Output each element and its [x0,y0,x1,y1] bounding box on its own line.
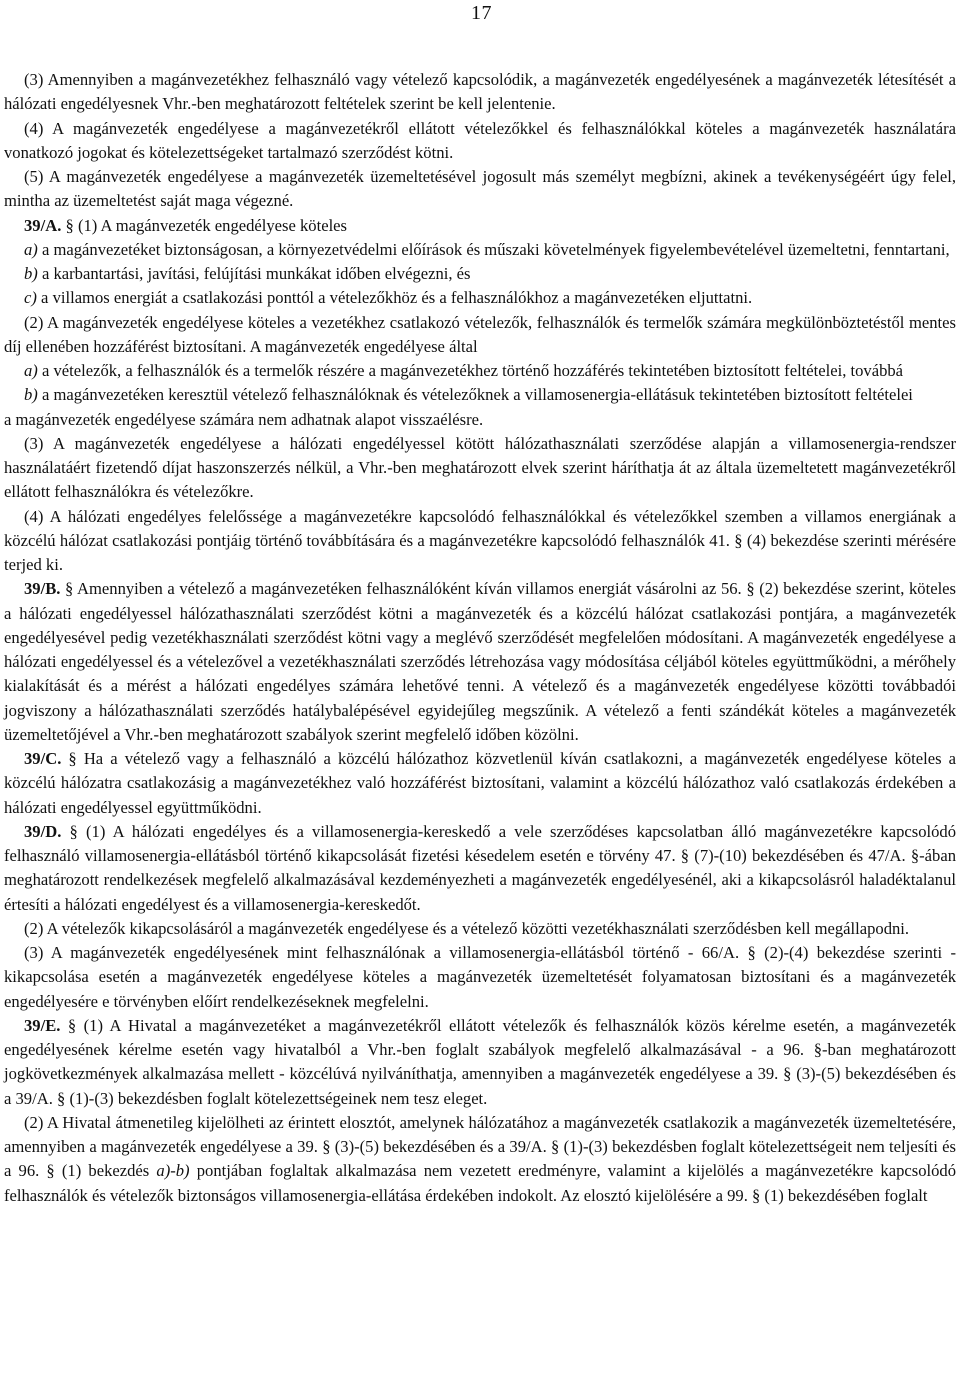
list-marker: b) [24,264,38,283]
paragraph [4,311,956,360]
list-marker: a)-b) [156,1161,190,1181]
paragraph-text: a karbantartási, javítási, felújítási munkákat időben elvégezni, és [37,264,471,283]
paragraph-text: (3) A magánvezeték engedélyese a hálózati engedélyessel kötött hálózathasználati szerződése alapján a villamosenergia-rendszer használatáért fizetendő díjat haszonszerzés nélkül, a Vhr.-ben meghatározott elvek szerint háríthatja át az általa üzemeltetett magánvezetékről ellátott felhasználókra és vételezőkre. [4,433,956,502]
section-number: 39/B. [24,579,61,599]
paragraph-text: § (1) A hálózati engedélyes és a villamosenergia-kereskedő a vele szerződéses kapcsolatban álló magánvezetékre kapcsolódó felhasználó villamosenergia-ellátásból történő kikapcsolását fizetési késedelem esetén e törvény 47. § (7)-(10) bekezdésében és 47/A. §-ában meghatározott rendelkezések megfelelő alkalmazásával kezdeményezheti a magánvezeték engedélyesénél, aki a kikapcsolásról haladéktalanul értesíti a hálózati engedélyest és a villamosenergia-kereskedőt. [4,821,956,914]
paragraph [4,262,956,286]
paragraph [4,383,956,407]
paragraph-text: (3) Amennyiben a magánvezetékhez felhasználó vagy vételező kapcsolódik, a magánvezeték engedélyesének a magánvezeték létesítését a hálózati engedélyesnek Vhr.-ben meghatározott feltételek szerint be kell jelentenie. [4,70,956,114]
list-marker: a) [24,361,38,380]
paragraph-text: a vételezők, a felhasználók és a termelők részére a magánvezetékhez történő hozzáférés tekintetében biztosított feltételei, továbbá [37,361,904,380]
paragraph-text: (2) A Hivatal átmenetileg kijelölheti az érintett elosztót, amelynek hálózatához a magánvezeték csatlakozik a magánvezeték üzemeltetésére, amennyiben a magánvezeték engedélyese a 39. § (3)-(5) bekezdésében és a 39/A. § (1)-(3) bekezdésben foglalt kötelezettségeit nem teljesíti és a 96. § (1) bekezdés [4,1112,956,1181]
page-number: 17 [471,2,492,24]
paragraph [4,117,956,166]
list-marker: c) [24,288,37,308]
section-number: 39/C. [24,749,62,768]
paragraph-text: § (1) A magánvezeték engedélyese köteles [61,215,348,235]
section-number: 39/D. [24,821,62,841]
paragraph [4,917,956,941]
paragraph [4,747,956,820]
paragraph-text: § Ha a vételező vagy a felhasználó a közcélú hálózathoz közvetlenül kíván csatlakozni, a magánvezeték engedélyese köteles a közcélú hálózatra csatlakozásig a magánvezetékhez való hozzáférést biztosítani, valamint a közcélú hálózathoz való csatlakozás érdekében a hálózati engedélyessel együttműködni. [4,749,956,817]
paragraph-text: § (1) A Hivatal a magánvezetéket a magánvezetékről ellátott vételezők és felhasználók közös kérelme esetén, a magánvezeték engedélyesének kérelme esetén vagy hivatalból a Vhr.-ben foglalt szabályok megfelelő alkalmazásával - a 96. §-ban meghatározott jogkövetkezmények alkalmazása mellett - közcélúvá nyilváníthatja, amennyiben a magánvezeték engedélyese a 39. § (3)-(5) bekezdésében és a 39/A. § (1)-(3) bekezdésben foglalt kötelezettségeinek nem tesz eleget. [4,1015,956,1108]
paragraph-text: (2) A vételezők kikapcsolásáról a magánvezeték engedélyese és a vételező közötti vezetékhasználati szerződésben kell megállapodni. [24,918,910,938]
paragraph-text: a magánvezetéket biztonságosan, a környezetvédelmi előírások és műszaki követelmények figyelembevételével üzemeltetni, fenntartani, [37,239,950,259]
paragraph [4,941,956,1014]
paragraph-text: (5) A magánvezeték engedélyese a magánvezeték üzemeltetésével jogosult más személyt megbízni, akinek a tevékenységéért úgy felel, mintha az üzemeltetést saját maga végezné. [4,167,956,211]
section-number: 39/E. [24,1015,61,1035]
paragraph [4,214,956,238]
paragraph-text: a magánvezeték engedélyese számára nem adhatnak alapot visszaélésre. [4,409,484,429]
paragraph [4,820,956,917]
paragraph [4,408,956,432]
paragraph-text: (3) A magánvezeték engedélyesének mint felhasználónak a villamosenergia-ellátásból történő - 66/A. § (2)-(4) bekezdése szerinti - kikapcsolása esetén a magánvezeték engedélyese köteles a magánvezeték üzemeltetését folyamatosan biztosítani és a magánvezeték engedélyesére e törvényben előírt rendelkezéseknek megfelelni. [4,943,956,1011]
paragraph-text: § Amennyiben a vételező a magánvezetéken felhasználóként kíván villamos energiát vásárolni az 56. § (2) bekezdése szerint, köteles a hálózati engedélyessel hálózathasználati szerződést kötni a magánvezeték és a közcélú hálózat csatlakozási pontjára, a magánvezeték engedélyesével pedig vezetékhasználati szerződést kötni vagy a meglévő szerződését megfelelően módosítani. A magánvezeték engedélyese a hálózati engedélyessel és a vételezővel a vezetékhasználati szerződés létrehozása vagy módosítása céljából köteles együttműködni, a mérőhely kialakítását és a mérést a hálózati engedélyes számára lehetővé tenni. A vételező és a magánvezeték engedélyese közötti továbbadói jogviszony a hálózathasználati szerződés hatálybalépésével egyidejűleg megszűnik. A vételező a fenti szándékát köteles a magánvezeték üzemeltetőjével a Vhr.-ben meghatározott szabályok szerint megfelelő időben közölni. [4,579,956,744]
paragraph [4,359,956,383]
paragraph [4,1111,956,1208]
paragraph [4,286,956,310]
paragraph [4,165,956,214]
paragraph [4,68,956,117]
paragraph-text: pontjában foglaltak alkalmazása nem vezetett eredményre, valamint a kijelölés a magánvezetékre kapcsolódó felhasználók és vételezők biztonságos villamosenergia-ellátása érdekében indokolt. Az elosztó kijelölésére a 99. § (1) bekezdésében foglalt [4,1161,957,1205]
paragraph [4,238,956,262]
paragraph [4,1014,956,1111]
paragraph-text: (4) A magánvezeték engedélyese a magánvezetékről ellátott vételezőkkel és felhasználókkal köteles a magánvezeték használatára vonatkozó jogokat és kötelezettségeket tartalmazó szerződést kötni. [4,118,956,162]
paragraph-text: a magánvezetéken keresztül vételező felhasználóknak és vételezőknek a villamosenergia-ellátásuk tekintetében biztosított feltételei [37,385,913,405]
list-marker: a) [24,239,38,259]
paragraph [4,505,956,578]
paragraph [4,577,956,747]
document-body [4,68,956,1208]
paragraph-text: a villamos energiát a csatlakozási ponttól a vételezőkhöz és a felhasználókhoz a magánvezetéken eljuttatni. [36,288,753,308]
paragraph-text: (4) A hálózati engedélyes felelőssége a magánvezetékre kapcsolódó felhasználókkal és vételezőkkel szemben a villamos energiának a közcélú hálózat csatlakozási pontjáig történő továbbítására és a magánvezetékre kapcsolódó felhasználók 41. § (4) bekezdése szerinti mérésére terjed ki. [4,506,956,574]
paragraph-text: (2) A magánvezeték engedélyese köteles a vezetékhez csatlakozó vételezők, felhasználók és termelők számára megkülönböztetéstől mentes díj ellenében hozzáférést biztosítani. A magánvezeték engedélyese által [4,312,956,356]
list-marker: b) [24,385,38,405]
paragraph [4,432,956,505]
section-number: 39/A. [24,215,62,235]
